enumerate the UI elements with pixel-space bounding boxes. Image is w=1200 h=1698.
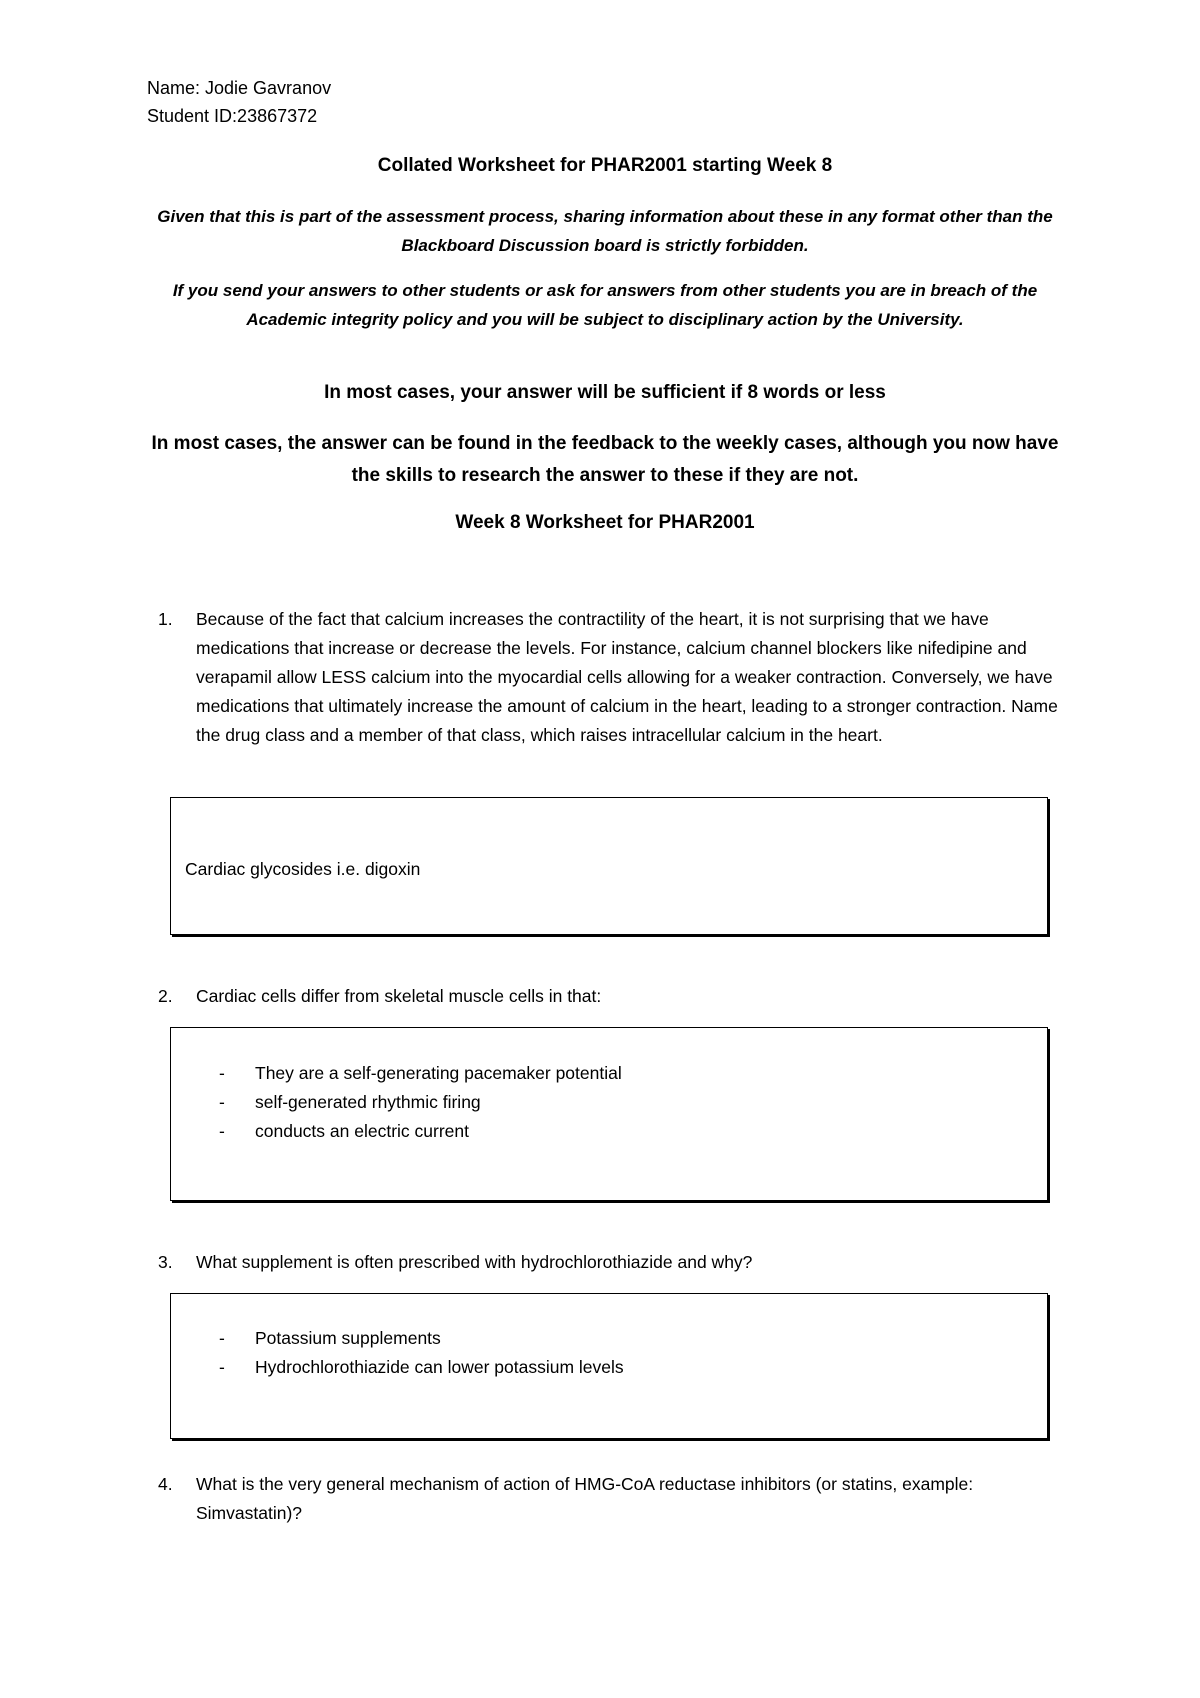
- question-4: [158, 1470, 1058, 1528]
- question-number: 2.: [158, 986, 173, 1006]
- student-id: Student ID:23867372: [147, 106, 318, 126]
- answer-box-1[interactable]: [170, 797, 1048, 935]
- answer-source-rule: In most cases, the answer can be found in the feedback to the weekly cases, although you now have the skills to research the answer to these if they are not.: [151, 433, 1059, 486]
- answer-item: - conducts an electric current: [219, 1117, 622, 1146]
- answer-list: [219, 1324, 624, 1382]
- answer-list: [219, 1059, 622, 1146]
- answer-item: - Hydrochlorothiazide can lower potassium levels: [219, 1353, 624, 1382]
- answer-item: - self-generated rhythmic firing: [219, 1088, 622, 1117]
- answer-item: - They are a self-generating pacemaker potential: [219, 1059, 622, 1088]
- question-text: Because of the fact that calcium increases the contractility of the heart, it is not surprising that we have medications that increase or decrease the levels. For instance, calcium channel blockers like nifedipine and verapamil allow LESS calcium into the myocardial cells allowing for a weaker contraction. Conversely, we have medications that ultimately increase the amount of calcium in the heart, leading to a stronger contraction. Name the drug class and a member of that class, which raises intracellular calcium in the heart.: [196, 609, 1058, 745]
- question-1: [158, 605, 1058, 750]
- integrity-notice: If you send your answers to other students or ask for answers from other students you are in breach of the Academic integrity policy and you will be subject to disciplinary action by the University.: [172, 281, 1038, 329]
- student-header: [147, 74, 331, 130]
- student-name: Name: Jodie Gavranov: [147, 78, 332, 98]
- answer-length-rule: In most cases, your answer will be sufficient if 8 words or less: [324, 382, 886, 403]
- question-number: 3.: [158, 1252, 173, 1272]
- answer-text: Cardiac glycosides i.e. digoxin: [185, 859, 421, 879]
- question-text: What is the very general mechanism of action of HMG-CoA reductase inhibitors (or statins, example: Simvastatin)?: [196, 1474, 974, 1523]
- question-2: [158, 982, 1058, 1011]
- sharing-notice: Given that this is part of the assessment process, sharing information about these in any format other than the Blackboard Discussion board is strictly forbidden.: [157, 207, 1053, 255]
- answer-box-2[interactable]: [170, 1027, 1048, 1201]
- question-text: Cardiac cells differ from skeletal muscle cells in that:: [196, 986, 602, 1006]
- question-text: What supplement is often prescribed with hydrochlorothiazide and why?: [196, 1252, 753, 1272]
- answer-box-3[interactable]: [170, 1293, 1048, 1439]
- answer-item: - Potassium supplements: [219, 1324, 624, 1353]
- question-number: 4.: [158, 1474, 173, 1494]
- question-number: 1.: [158, 609, 173, 629]
- question-3: [158, 1248, 1058, 1277]
- document-title: Collated Worksheet for PHAR2001 starting Week 8: [377, 155, 833, 176]
- week-title: Week 8 Worksheet for PHAR2001: [455, 512, 755, 533]
